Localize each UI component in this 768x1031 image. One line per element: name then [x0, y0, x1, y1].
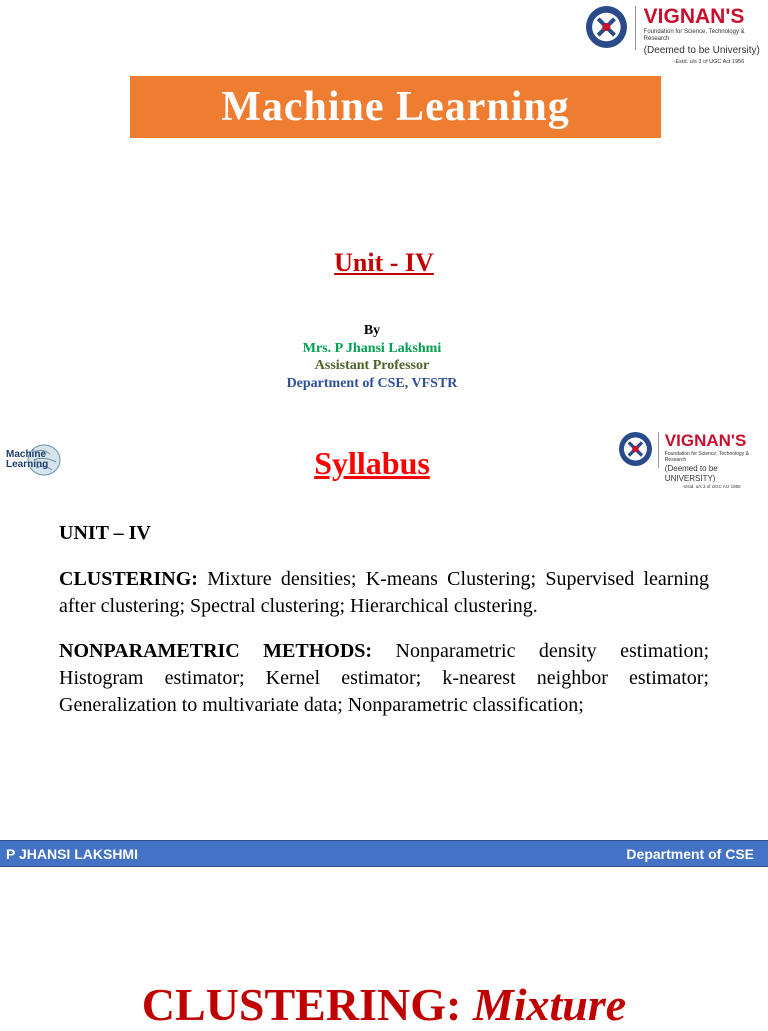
logo-foundation: Foundation for Science, Technology & Research [643, 29, 745, 43]
syllabus-title: Syllabus [314, 445, 430, 481]
footer-bar [0, 840, 768, 867]
logo-estd: -Estd. u/s 3 of UGC Act 1956 [682, 484, 741, 490]
nonparametric-text: Nonparametric density estimation; Histogram estimator; Kernel estimator; k-nearest neighbor estimator; Generalization to multivariate data; Nonparametric classification; [59, 640, 709, 716]
title-banner [130, 76, 661, 138]
university-seal-icon [586, 6, 627, 48]
university-seal-icon [619, 432, 652, 466]
vignan-logo-top [586, 6, 768, 66]
clustering-paragraph [59, 566, 709, 620]
logo-brand: VIGNAN'S [664, 431, 747, 450]
logo-foundation: Foundation for Science, Technology & Research [664, 451, 749, 463]
author-department: Department of CSE, VFSTR [286, 376, 458, 391]
slide-title: Machine Learning [221, 84, 570, 130]
badge-line2: Learning [6, 459, 49, 470]
badge-line1: Machine [6, 449, 47, 460]
nonparametric-paragraph [59, 638, 709, 719]
logo-divider [658, 432, 659, 468]
footer-department: Department of CSE [626, 845, 754, 862]
logo-estd: -Estd. u/s 3 of UGC Act 1956 [673, 59, 745, 66]
next-slide-title-italic: Mixture [472, 979, 627, 1030]
unit-label: UNIT – IV [59, 522, 151, 544]
next-slide-title-bold: CLUSTERING: [141, 979, 462, 1030]
logo-divider [635, 6, 636, 50]
logo-deemed: (Deemed to be University) [643, 45, 760, 57]
clustering-heading: CLUSTERING: [59, 568, 198, 590]
clustering-text: Mixture densities; K-means Clustering; Supervised learning after clustering; Spectral clustering; Hierarchical clustering. [59, 568, 709, 617]
nonparametric-heading: NONPARAMETRIC METHODS: [59, 640, 373, 662]
vignan-logo-mid [619, 432, 768, 490]
logo-deemed: (Deemed to be UNIVERSITY) [664, 464, 718, 483]
next-slide-title [0, 978, 768, 1031]
author-role: Assistant Professor [314, 358, 430, 373]
logo-brand: VIGNAN'S [643, 5, 745, 28]
unit-title: Unit - IV [334, 248, 434, 277]
by-label: By [363, 323, 381, 338]
author-name: Mrs. P Jhansi Lakshmi [302, 341, 442, 356]
footer-author: P JHANSI LAKSHMI [6, 845, 138, 862]
